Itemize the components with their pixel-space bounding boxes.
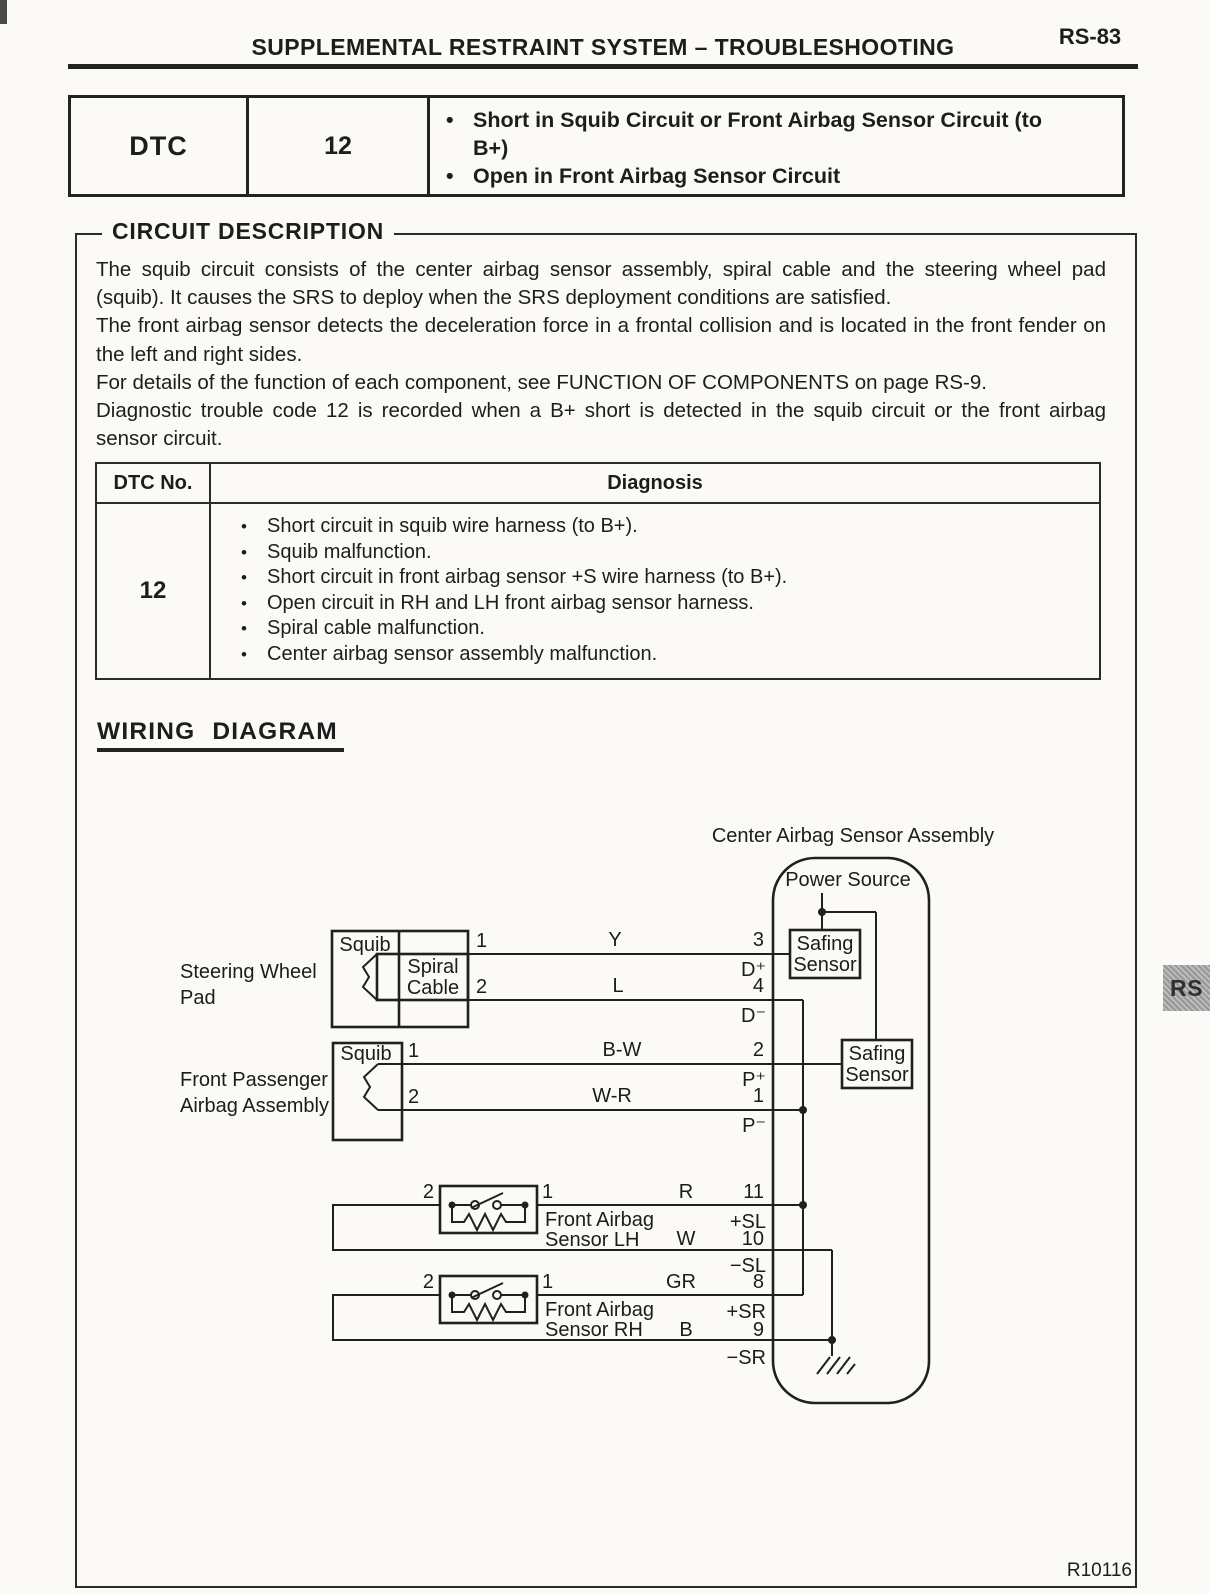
switch-contact: [493, 1291, 501, 1299]
terminal-number: 9: [752, 1319, 764, 1341]
front-passenger-label: Airbag Assembly: [180, 1095, 329, 1117]
wiring-diagram-heading: WIRING DIAGRAM: [97, 718, 344, 752]
pin-name: −SL: [729, 1255, 766, 1277]
dtc-label: DTC: [71, 98, 249, 194]
wire-color-label: L: [612, 975, 624, 997]
circuit-description-text: [96, 256, 1106, 453]
terminal-number: 1: [476, 930, 488, 952]
safing-sensor-label: Safing: [848, 1043, 906, 1065]
spiral-cable-label: Spiral: [407, 956, 459, 978]
diagnosis-item: • Spiral cable malfunction.: [241, 616, 1091, 642]
dtc-code: 12: [249, 98, 430, 194]
front-airbag-sensor-rh: [333, 1271, 832, 1369]
page-number: RS-83: [1058, 24, 1122, 49]
diagnosis-item: • Open circuit in RH and LH front airbag sensor harness.: [241, 591, 1091, 617]
wiring-diagram: [150, 815, 1000, 1415]
front-airbag-sensor-lh: [333, 1181, 832, 1277]
assembly-title: Center Airbag Sensor Assembly: [711, 825, 995, 847]
internal-wiring: [799, 1000, 836, 1356]
diagnosis-table-header: [97, 464, 1099, 504]
terminal-number: 11: [743, 1181, 764, 1203]
safing-sensor-label: Sensor: [845, 1064, 909, 1086]
pin-name: D⁻: [741, 1005, 766, 1027]
squib-symbol: [364, 1064, 378, 1110]
pin-name: P⁺: [742, 1069, 766, 1091]
resistor-icon: [452, 1295, 525, 1320]
dtc-banner-table: [68, 95, 1125, 197]
pin-name: P⁻: [742, 1115, 766, 1137]
terminal-number: 1: [542, 1271, 554, 1293]
terminal-number: 2: [422, 1271, 434, 1293]
terminal-number: 8: [752, 1271, 764, 1293]
pin-name: +SL: [729, 1211, 766, 1233]
wire-color-label: R: [678, 1181, 694, 1203]
diagnosis-item: • Squib malfunction.: [241, 540, 1091, 566]
pin-name: D⁺: [741, 959, 766, 981]
diagnosis-col1-header: DTC No.: [97, 464, 211, 502]
dtc-item: • Open in Front Airbag Sensor Circuit: [446, 162, 1052, 190]
description-paragraph: Diagnostic trouble code 12 is recorded when a B+ short is detected in the squib circuit or the front airbag sensor circuit.: [96, 399, 1106, 451]
squib-symbol: [363, 954, 377, 1000]
sensor-lh-label: Front Airbag: [545, 1209, 654, 1231]
resistor-icon: [452, 1205, 525, 1230]
terminal-number: 2: [422, 1181, 434, 1203]
pin-name: +SR: [726, 1301, 766, 1323]
terminal-number: 3: [752, 929, 764, 951]
safing-sensor-label: Safing: [796, 933, 854, 955]
header-rule: [68, 64, 1138, 69]
steering-wheel-pad-label: Pad: [180, 987, 216, 1009]
terminal-number: 4: [752, 975, 764, 997]
front-passenger-label: Front Passenger: [180, 1069, 328, 1091]
diagnosis-table-row: [97, 504, 1099, 678]
steering-wheel-pad-label: Steering Wheel: [180, 961, 317, 983]
terminal-number: 1: [752, 1085, 764, 1107]
sensor-rh-label: Front Airbag: [545, 1299, 654, 1321]
wire-color-label: W-R: [592, 1085, 632, 1107]
terminal-number: 2: [752, 1039, 764, 1061]
terminal-number: 1: [542, 1181, 554, 1203]
rs-side-tab: RS: [1163, 965, 1210, 1011]
description-paragraph: For details of the function of each component, see FUNCTION OF COMPONENTS on page RS-9.: [96, 370, 987, 394]
sensor-box: [440, 1186, 537, 1233]
terminal-number: 10: [741, 1228, 764, 1250]
figure-reference: R10116: [1066, 1560, 1132, 1581]
dtc-item: • Short in Squib Circuit or Front Airbag Sensor Circuit (to B+): [446, 106, 1052, 162]
squib-label: Squib: [339, 934, 391, 956]
terminal-number: 2: [476, 976, 488, 998]
power-source-label: Power Source: [785, 869, 911, 891]
wire-color-label: Y: [608, 929, 622, 951]
diagnosis-item: • Short circuit in front airbag sensor +S wire harness (to B+).: [241, 565, 1091, 591]
spiral-cable-label: Cable: [406, 977, 460, 999]
diagnosis-table: [95, 462, 1101, 680]
diagnosis-item: • Short circuit in squib wire harness (to B+).: [241, 514, 1091, 540]
page-title: SUPPLEMENTAL RESTRAINT SYSTEM – TROUBLESHOOTING: [251, 34, 955, 60]
safing-sensor-passenger: [842, 1040, 912, 1088]
wire-color-label: GR: [666, 1271, 696, 1293]
safing-sensor-label: Sensor: [793, 954, 857, 976]
passenger-circuit-wires: [402, 1039, 842, 1137]
ground-icon: [817, 1357, 855, 1374]
sensor-rh-label: Sensor RH: [545, 1319, 643, 1341]
sensor-lh-label: Sensor LH: [545, 1229, 640, 1251]
description-paragraph: The squib circuit consists of the center airbag sensor assembly, spiral cable and the steering wheel pad (squib). It causes the SRS to deploy when the SRS deployment conditions are satisfied.: [96, 258, 1106, 310]
description-paragraph: The front airbag sensor detects the deceleration force in a frontal collision and is located in the front fender on the left and right sides.: [96, 314, 1106, 366]
safing-sensor-driver: [790, 930, 860, 978]
diagnosis-item: • Center airbag sensor assembly malfunction.: [241, 642, 1091, 668]
pin-name: −SR: [726, 1347, 766, 1369]
steering-wheel-pad: [180, 931, 468, 1027]
terminal-number: 1: [408, 1040, 420, 1062]
wire-color-label: W: [676, 1228, 696, 1250]
squib-label: Squib: [340, 1043, 392, 1065]
wire-color-label: B: [679, 1319, 693, 1341]
wire-color-label: B-W: [602, 1039, 642, 1061]
terminal-number: 2: [408, 1086, 420, 1108]
diagnosis-items-cell: [211, 504, 1099, 678]
front-passenger-airbag-assembly: [180, 1043, 402, 1140]
squib-circuit-wires: [468, 929, 803, 1027]
diagnosis-dtc-no: 12: [97, 504, 211, 678]
dtc-items-cell: [430, 98, 1122, 194]
diagnosis-col2-header: Diagnosis: [607, 471, 703, 494]
switch-contact: [493, 1201, 501, 1209]
sensor-box: [440, 1276, 537, 1323]
scan-artifact: [0, 0, 7, 24]
circuit-description-title: CIRCUIT DESCRIPTION: [102, 218, 394, 245]
